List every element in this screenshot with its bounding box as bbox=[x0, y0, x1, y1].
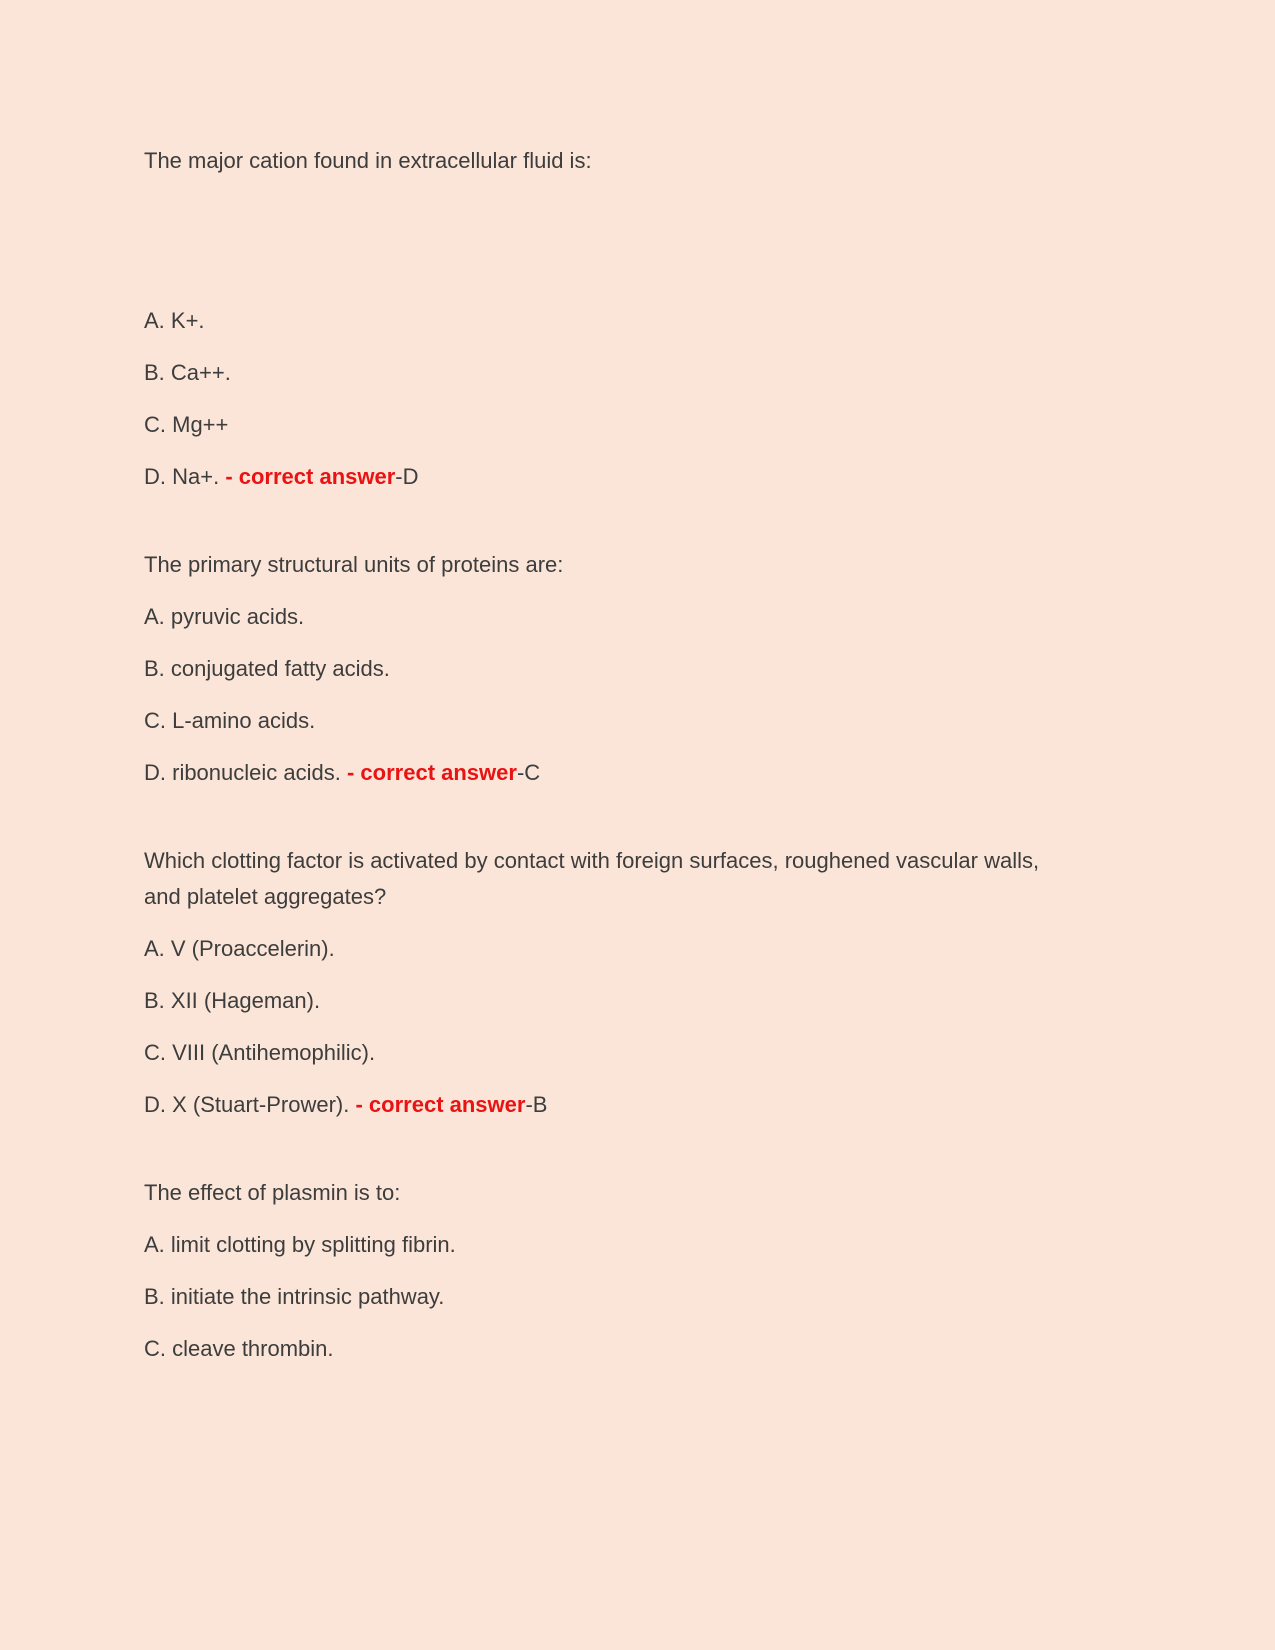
option-label: B. Ca++. bbox=[144, 360, 231, 385]
option-text bbox=[144, 651, 1044, 687]
correct-answer-marker: - correct answer bbox=[346, 760, 517, 785]
option-text bbox=[144, 931, 1044, 967]
question-block bbox=[144, 143, 1044, 495]
option-text bbox=[144, 355, 1044, 391]
option-label: B. conjugated fatty acids. bbox=[144, 656, 390, 681]
option-label: D. X (Stuart-Prower). bbox=[144, 1092, 356, 1117]
question-block bbox=[144, 547, 1044, 791]
option-text bbox=[144, 755, 1044, 791]
option-text bbox=[144, 1035, 1044, 1071]
option-text bbox=[144, 1227, 1044, 1263]
option-text bbox=[144, 1087, 1044, 1123]
document-content bbox=[144, 143, 1044, 1367]
correct-answer-letter: -C bbox=[516, 760, 541, 785]
option-label: D. ribonucleic acids. bbox=[144, 760, 347, 785]
question-text: The major cation found in extracellular fluid is: bbox=[144, 148, 592, 173]
option-label: D. Na+. bbox=[144, 464, 226, 489]
question-block bbox=[144, 1175, 1044, 1367]
option-text bbox=[144, 303, 1044, 339]
option-label: C. Mg++ bbox=[144, 412, 229, 437]
question-text: The effect of plasmin is to: bbox=[144, 1180, 401, 1205]
correct-answer-marker: - correct answer bbox=[225, 464, 396, 489]
option-label: B. initiate the intrinsic pathway. bbox=[144, 1284, 445, 1309]
option-text bbox=[144, 407, 1044, 443]
option-text bbox=[144, 1331, 1044, 1367]
option-text bbox=[144, 983, 1044, 1019]
question-text: The primary structural units of proteins are: bbox=[144, 552, 564, 577]
question-block bbox=[144, 843, 1044, 1123]
option-label: A. V (Proaccelerin). bbox=[144, 936, 335, 961]
option-label: C. cleave thrombin. bbox=[144, 1336, 334, 1361]
option-label: A. pyruvic acids. bbox=[144, 604, 305, 629]
option-label: B. XII (Hageman). bbox=[144, 988, 321, 1013]
option-text bbox=[144, 1279, 1044, 1315]
option-text bbox=[144, 703, 1044, 739]
option-label: A. limit clotting by splitting fibrin. bbox=[144, 1232, 456, 1257]
question-text: Which clotting factor is activated by contact with foreign surfaces, roughened vascular walls, and platelet aggregates? bbox=[144, 848, 1040, 909]
option-label: A. K+. bbox=[144, 308, 205, 333]
option-text bbox=[144, 599, 1044, 635]
correct-answer-letter: -D bbox=[395, 464, 419, 489]
option-label: C. L-amino acids. bbox=[144, 708, 316, 733]
option-label: C. VIII (Antihemophilic). bbox=[144, 1040, 376, 1065]
correct-answer-letter: -B bbox=[525, 1092, 548, 1117]
option-text bbox=[144, 459, 1044, 495]
correct-answer-marker: - correct answer bbox=[355, 1092, 526, 1117]
